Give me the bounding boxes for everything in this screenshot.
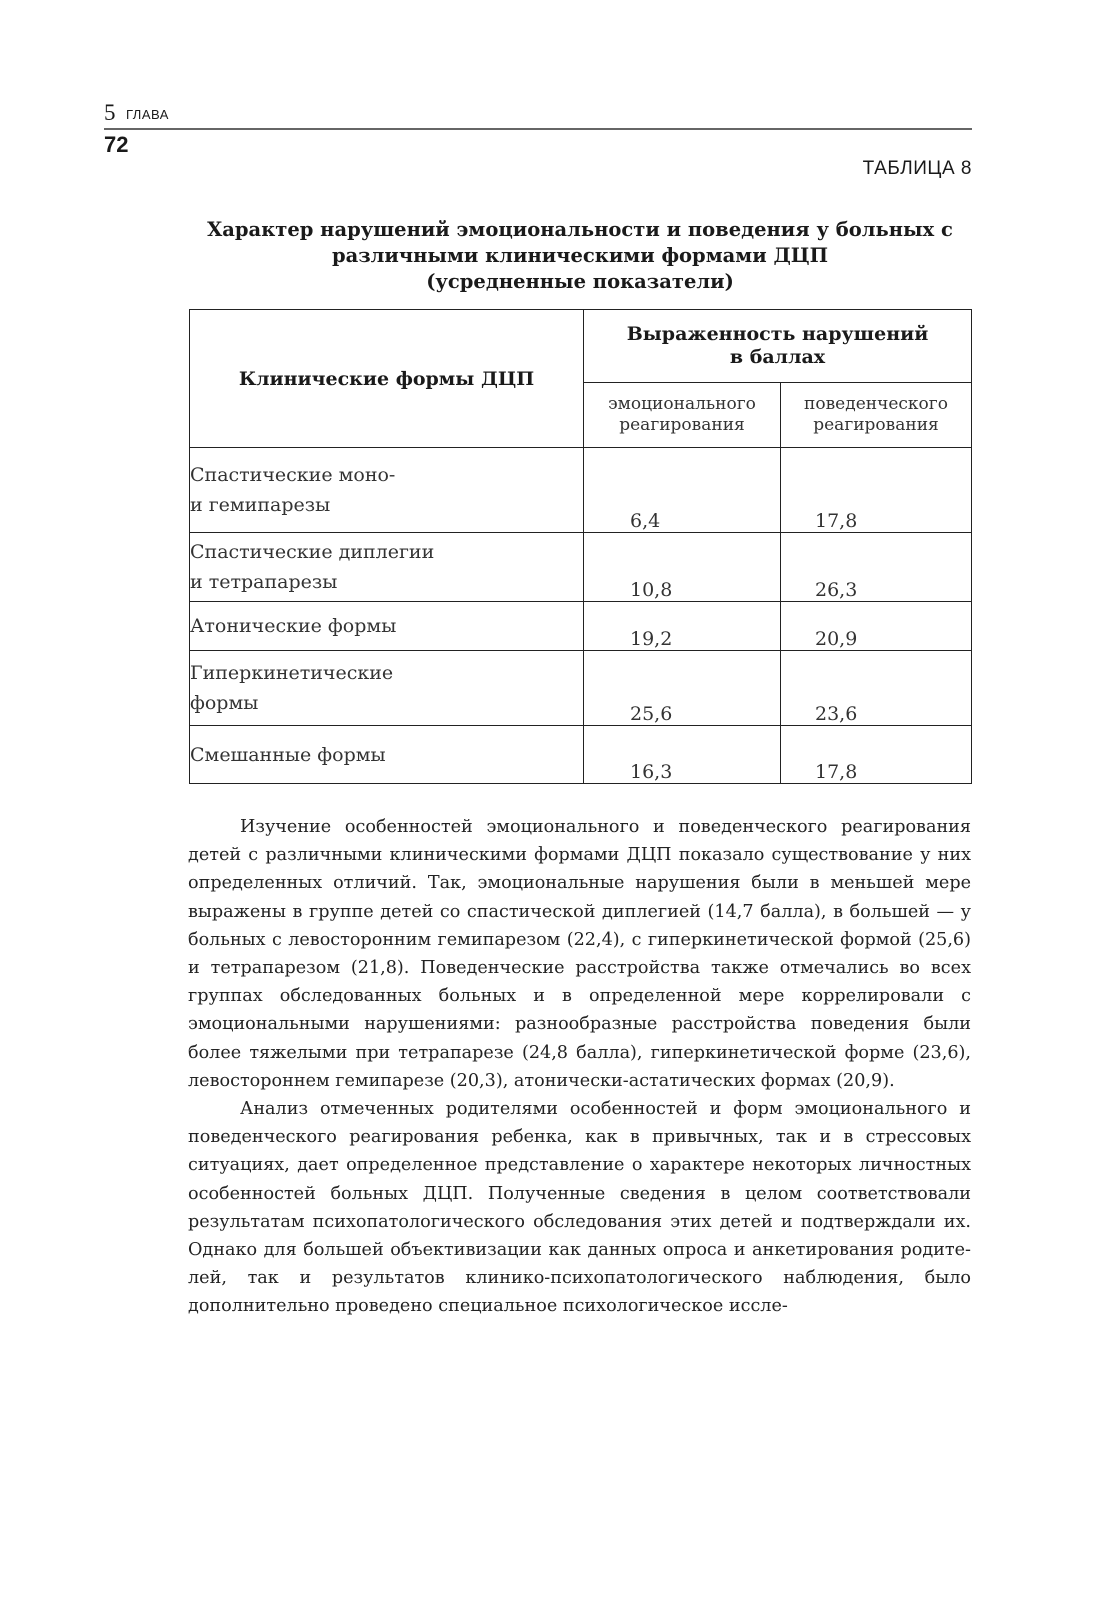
table-label: ТАБЛИЦА 8 xyxy=(862,158,972,179)
caption-line: различными клиническими формами ДЦП xyxy=(331,244,829,267)
form-line2: и гемипарезы xyxy=(190,494,331,516)
header-severity-line2: в баллах xyxy=(729,346,826,368)
header-severity-line1: Выраженность нарушений xyxy=(626,323,929,345)
header-rule xyxy=(104,128,972,130)
table-caption xyxy=(190,217,970,295)
form-line2: и тетрапарезы xyxy=(190,571,338,593)
form-line1: Спастические диплегии xyxy=(190,541,435,563)
clinical-form-cell xyxy=(190,448,584,533)
form-line1: Спастические моно- xyxy=(190,464,396,486)
table-header-row xyxy=(190,310,972,383)
form-line1: Гиперкинетические xyxy=(190,662,394,684)
behavioral-value: 23,6 xyxy=(781,651,972,726)
header-emotional-line2: реагирования xyxy=(619,415,745,435)
header-behavioral-line2: реагирования xyxy=(813,415,939,435)
header-behavioral xyxy=(781,383,972,448)
paragraph: Анализ отмеченных родителями особенностей и форм эмоционального и поведенческого реагирования ребенка, как в привычных, так и в стрессовых ситуациях, дает определенное представление о характере некоторых личностных особенностей больных ДЦП. Полученные сведения в целом соответствовали результатам психопатологического обследования этих детей и подтверждали их. Однако для большей объективизации как данных опроса и анкетирования родителей, так и результатов клинико-психопатологического наблюдения, было дополнительно проведено специальное психологическое иссле- xyxy=(188,1099,971,1317)
form-line1: Смешанные формы xyxy=(190,743,386,766)
emotional-value: 16,3 xyxy=(584,726,781,784)
table-row xyxy=(190,651,972,726)
clinical-form-cell xyxy=(190,602,584,651)
header-emotional-line1: эмоционального xyxy=(608,394,756,414)
paragraph: Изучение особенностей эмоционального и поведенческого реагирования детей с различными клиническими формами ДЦП показало существование у них определенных отличий. Так, эмоциональные нарушения были в меньшей мере выражены в группе детей со спастической диплегией (14,7 балла), в большей — у больных с левосторонним гемипарезом (22,4), с гиперкинетической формой (25,6) и тетрапарезом (21,8). Поведенческие расстройства также отмечались во всех группах обследованных больных и в определенной мере коррелировали с эмоциональными нарушениями: разнообразные расстройства поведения были более тяжелыми при тетрапарезе (24,8 балла), гиперкинетической форме (23,6), левостороннем гемипарезе (20,3), атонически-астатических формах (20,9). xyxy=(188,817,971,1091)
data-table xyxy=(189,309,972,784)
table-row xyxy=(190,726,972,784)
chapter-word: ГЛАВА xyxy=(126,107,169,122)
table-row xyxy=(190,602,972,651)
clinical-form-cell xyxy=(190,651,584,726)
emotional-value: 6,4 xyxy=(584,448,781,533)
emotional-value: 19,2 xyxy=(584,602,781,651)
emotional-value: 25,6 xyxy=(584,651,781,726)
table-row xyxy=(190,533,972,602)
header-severity xyxy=(584,310,972,383)
header-emotional xyxy=(584,383,781,448)
caption-line: (усредненные показатели) xyxy=(426,270,734,293)
header-clinical-forms: Клинические формы ДЦП xyxy=(190,310,584,448)
chapter-number: 5 xyxy=(104,100,116,125)
table-row xyxy=(190,448,972,533)
behavioral-value: 17,8 xyxy=(781,726,972,784)
clinical-form-cell xyxy=(190,533,584,602)
clinical-form-cell xyxy=(190,726,584,784)
emotional-value: 10,8 xyxy=(584,533,781,602)
behavioral-value: 17,8 xyxy=(781,448,972,533)
form-line2: формы xyxy=(190,692,259,714)
header-behavioral-line1: поведенческого xyxy=(804,394,948,414)
caption-line: Характер нарушений эмоциональности и поведения у больных с xyxy=(207,218,953,241)
page-number: 72 xyxy=(104,132,129,157)
form-line1: Атонические формы xyxy=(190,615,397,637)
behavioral-value: 20,9 xyxy=(781,602,972,651)
behavioral-value: 26,3 xyxy=(781,533,972,602)
body-text xyxy=(188,813,971,1321)
